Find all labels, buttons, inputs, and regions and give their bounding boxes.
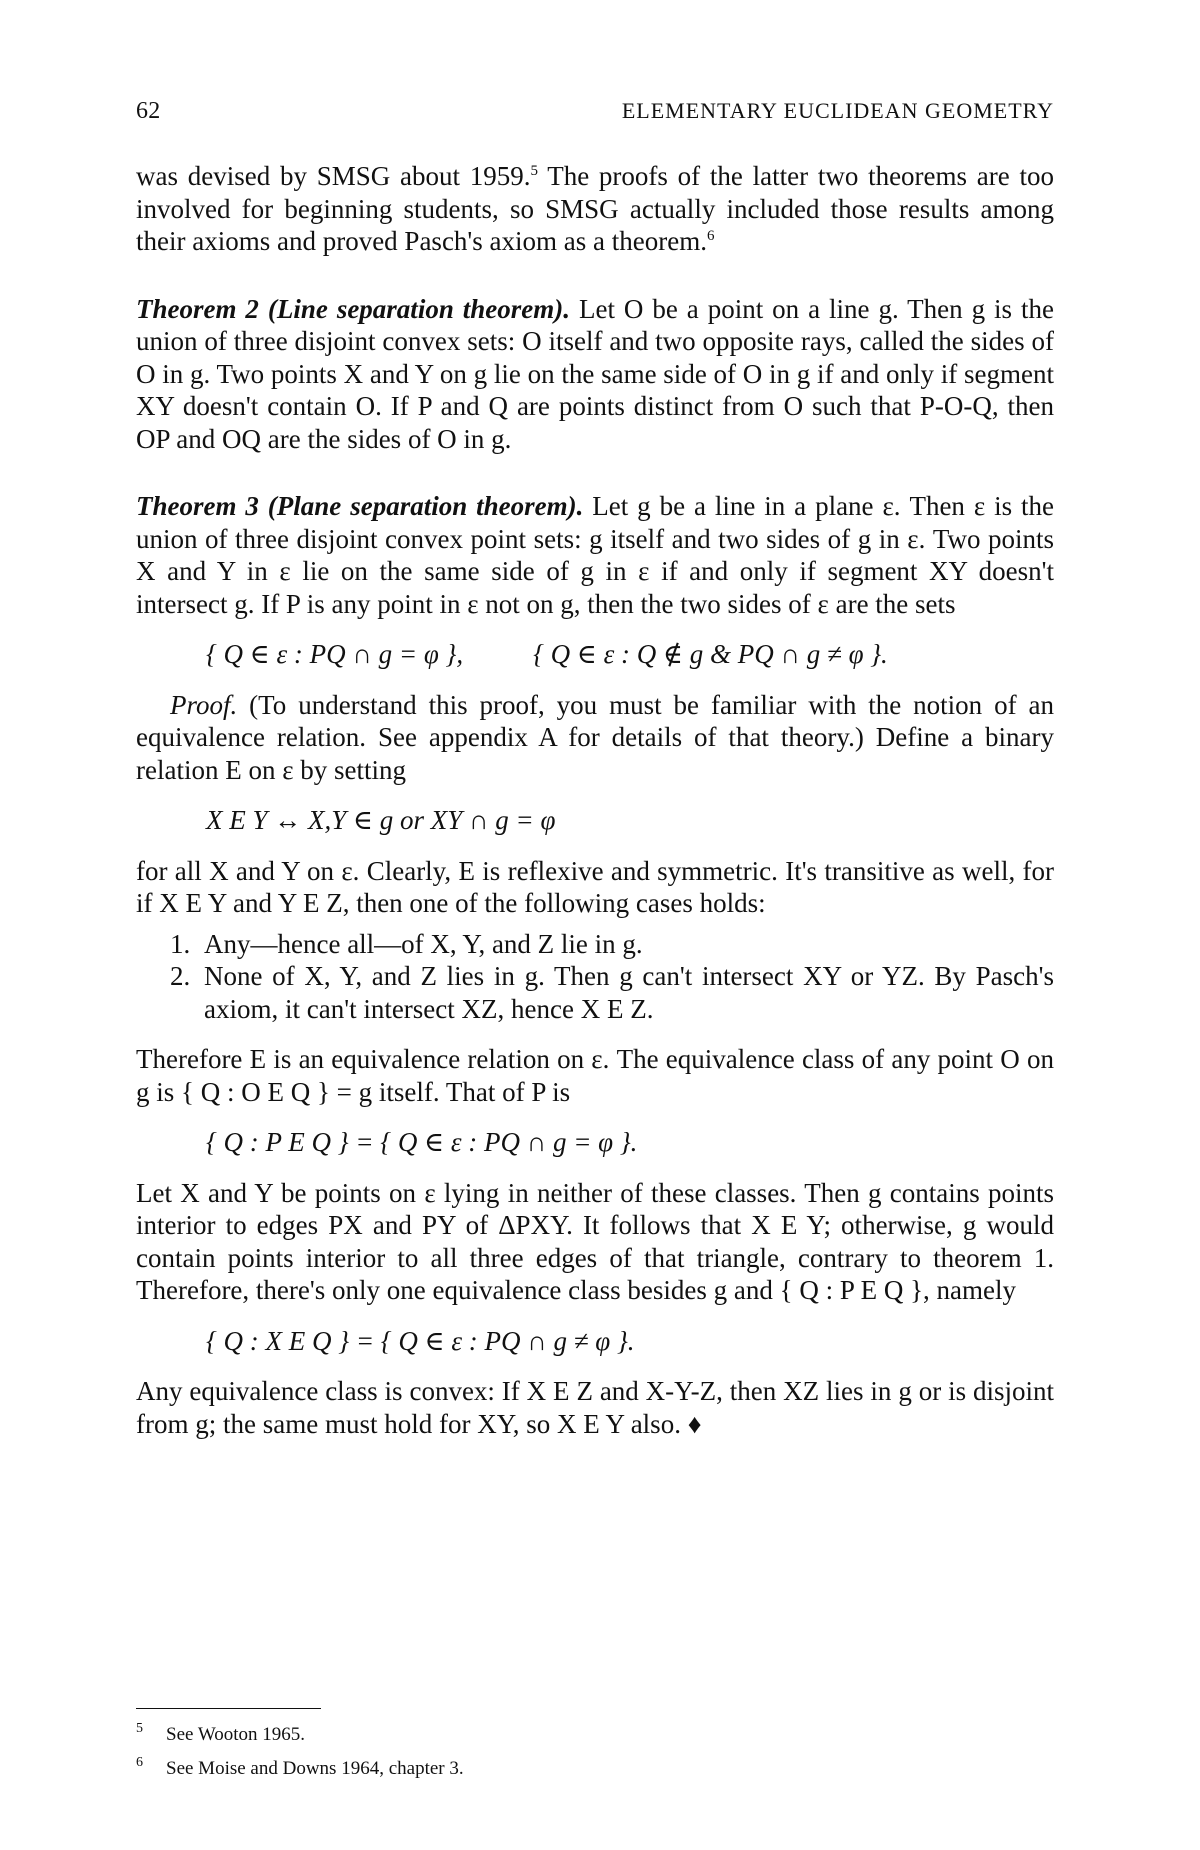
proof-text-1: (To understand this proof, you must be familiar with the notion of an equivalence relation. See appendix A for details of that theory.) Define a binary relation E on ε by setting — [136, 689, 1054, 785]
case-text: None of X, Y, and Z lies in g. Then g can't intersect XY or YZ. By Pasch's axiom, it can't intersect XZ, hence X E Z. — [204, 961, 1054, 1024]
intro-paragraph — [136, 160, 1054, 258]
intro-text-a: was devised by SMSG about 1959. — [136, 161, 531, 191]
footnote-rule — [136, 1708, 321, 1709]
case-number: 1. — [170, 928, 191, 959]
proof-paragraph-2: for all X and Y on ε. Clearly, E is reflexive and symmetric. It's transitive as well, for if X E Y and Y E Z, then one of the following cases holds: — [136, 855, 1054, 918]
page-body — [136, 160, 1054, 1440]
theorem-3-body: Let g be a line in a plane ε. Then ε is the union of three disjoint convex point sets: g itself and two sides of g in ε. Two points X and Y in ε lie on the same side of g in ε if and only if segment XY doesn't intersect g. If P is any point in ε not on g, then the two sides of ε are the sets — [136, 491, 1054, 619]
footnote-mark: 6 — [136, 1755, 143, 1770]
footnote — [136, 1718, 936, 1752]
footnote-mark: 5 — [136, 1721, 143, 1736]
footnote-ref-6: 6 — [706, 228, 715, 244]
proof-paragraph-1 — [136, 689, 1054, 787]
theorem-2-body: Let O be a point on a line g. Then g is the union of three disjoint convex sets: O itself and two opposite rays, called the sides of O in g. Two points X and Y on g lie on the same side of O in g if and only if segment XY doesn't contain O. If P and Q are points distinct from O such that P-O-Q, then OP and OQ are the sides of O in g. — [136, 293, 1054, 454]
theorem-3-heading: Theorem 3 (Plane separation theorem). — [136, 491, 584, 521]
set-2: { Q ∈ ε : Q ∉ g & PQ ∩ g ≠ φ }. — [533, 639, 888, 669]
running-head — [136, 98, 1054, 125]
footnote-text: See Moise and Downs 1964, chapter 3. — [166, 1758, 464, 1779]
proof-label: Proof. — [170, 689, 238, 720]
theorem-2 — [136, 293, 1054, 456]
list-item — [170, 960, 1054, 1025]
cases-list — [136, 928, 1054, 1026]
running-title: ELEMENTARY EUCLIDEAN GEOMETRY — [621, 98, 1054, 123]
display-sets — [136, 638, 1054, 671]
proof-paragraph-3: Therefore E is an equivalence relation on ε. The equivalence class of any point O on g is { Q : O E Q } = g itself. That of P is — [136, 1044, 1054, 1107]
footnote-text: See Wooton 1965. — [166, 1724, 306, 1745]
theorem-3 — [136, 490, 1054, 620]
display-class-p: { Q : P E Q } = { Q ∈ ε : PQ ∩ g = φ }. — [206, 1127, 638, 1157]
theorem-2-heading: Theorem 2 (Line separation theorem). — [136, 293, 571, 324]
footnote — [136, 1752, 936, 1786]
proof-paragraph-4: Let X and Y be points on ε lying in neither of these classes. Then g contains points interior to edges PX and PY of ΔPXY. It follows that X E Y; otherwise, g would contain points interior to all three edges of that triangle, contrary to theorem 1. Therefore, there's only one equivalence class besides g and { Q : P E Q }, namely — [136, 1177, 1054, 1305]
footnote-ref-5: 5 — [530, 163, 538, 179]
display-class-x: { Q : X E Q } = { Q ∈ ε : PQ ∩ g ≠ φ }. — [206, 1325, 635, 1356]
display-relation: X E Y ↔ X,Y ∈ g or XY ∩ g = φ — [206, 805, 556, 835]
list-item — [170, 928, 1054, 961]
intro-text-b: The proofs of the latter two theorems are too involved for beginning students, so SMSG actually included those results among their axioms and proved Pasch's axiom as a theorem. — [136, 161, 1054, 256]
page-number: 62 — [136, 98, 161, 124]
case-text: Any—hence all—of X, Y, and Z lie in g. — [204, 928, 643, 959]
set-1: { Q ∈ ε : PQ ∩ g = φ }, — [206, 639, 464, 669]
case-number: 2. — [170, 961, 191, 991]
proof-paragraph-5: Any equivalence class is convex: If X E Z and X-Y-Z, then XZ lies in g or is disjoint from g; the same must hold for XY, so X E Y also. ♦ — [136, 1376, 1054, 1439]
footnotes — [136, 1718, 936, 1786]
